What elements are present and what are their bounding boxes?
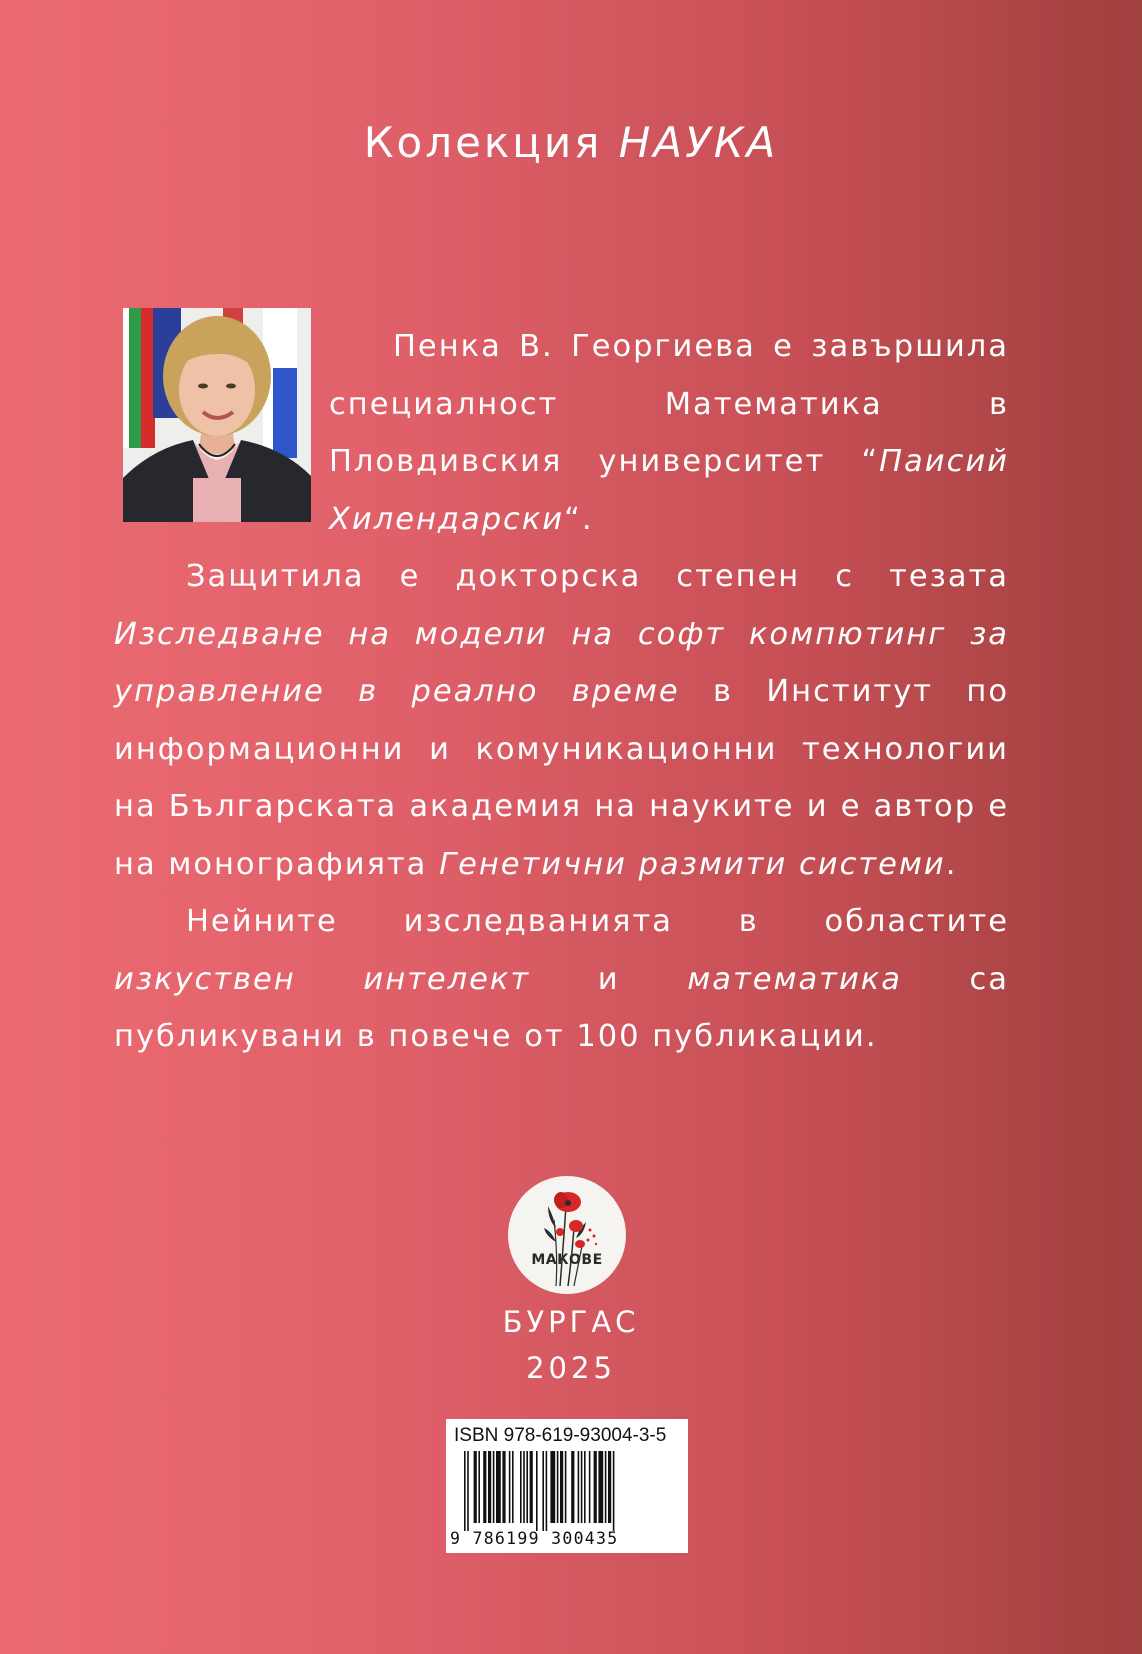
barcode-bar [550,1451,555,1523]
barcode-bar [571,1451,574,1523]
publisher-logo [508,1176,626,1294]
barcode-bar [530,1451,533,1523]
bio-p2-monograph: Генетични размити системи [439,846,946,882]
barcode-bars [464,1451,672,1531]
bio-paragraph-2 [114,548,1009,893]
barcode-bar [502,1451,505,1523]
isbn-barcode [446,1419,688,1553]
bio-p2-thesis: Изследване на модели на софт компютинг за управление в реално време [114,616,1009,709]
barcode-bar [546,1451,548,1531]
bio-p3-text-1: Нейните изследванията в областите [186,904,1009,939]
barcode-bar [474,1451,477,1523]
bio-p1-tail: “. [564,501,594,537]
isbn-digits: 9 786199 300435 [450,1529,619,1548]
barcode-bar [496,1451,501,1523]
barcode-bar [464,1451,466,1531]
barcode-bar [542,1451,544,1531]
photo-spacer [114,318,329,533]
barcode-bar [536,1451,538,1531]
barcode-bar [483,1451,486,1523]
bio-p2-text-1: Защитила е докторска степен с тезата [186,559,1009,594]
bio-p3-text-2: и [530,961,688,997]
series-name: НАУКА [618,118,779,167]
barcode-bar [526,1451,528,1523]
barcode-bar [560,1451,563,1523]
publisher-city: БУРГАС [502,1305,640,1339]
barcode-bar [589,1451,591,1523]
isbn-label: ISBN 978-619-93004-3-5 [454,1425,667,1446]
barcode-bar [608,1451,611,1523]
author-bio [114,318,1009,1066]
barcode-bar [584,1451,586,1523]
bio-p2-text-3: . [945,846,958,882]
bio-p1-text: Пенка В. Георгиева е завършила специалност Математика в Пловдивския университет “ [329,329,1009,479]
barcode-bar [605,1451,607,1523]
series-title [0,118,1142,167]
bio-p3-field-1: изкуствен интелект [114,961,531,997]
bio-p2-text-2: в Институт по информационни и комуникационни технологии на Българската академия на науките и е автор е на монографията [114,674,1009,882]
barcode-bar [509,1451,511,1523]
barcode-bar [523,1451,525,1523]
barcode-bar [598,1451,603,1523]
bio-p1-university: Паисий Хилендарски [329,444,1009,537]
barcode-bar [478,1451,480,1523]
barcode-bar [565,1451,567,1523]
barcode-bar [467,1451,469,1531]
barcode-bar [578,1451,580,1523]
barcode-bar [581,1451,583,1523]
barcode-bar [512,1451,514,1523]
barcode-bar [594,1451,597,1523]
barcode-bar [520,1451,522,1523]
barcode-bar [488,1451,491,1523]
bio-paragraph-3 [114,893,1009,1066]
barcode-bar [493,1451,495,1523]
bio-p3-text-3: са публикувани в повече от 100 публикации. [114,961,1009,1054]
publisher-logo-text: МАКОВЕ [531,1252,603,1268]
series-prefix: Колекция [363,118,603,167]
publication-year: 2025 [526,1351,616,1385]
bio-p3-field-2: математика [687,961,902,997]
poppy-icon [508,1176,626,1294]
barcode-bar [613,1451,615,1531]
barcode-bar [557,1451,559,1523]
